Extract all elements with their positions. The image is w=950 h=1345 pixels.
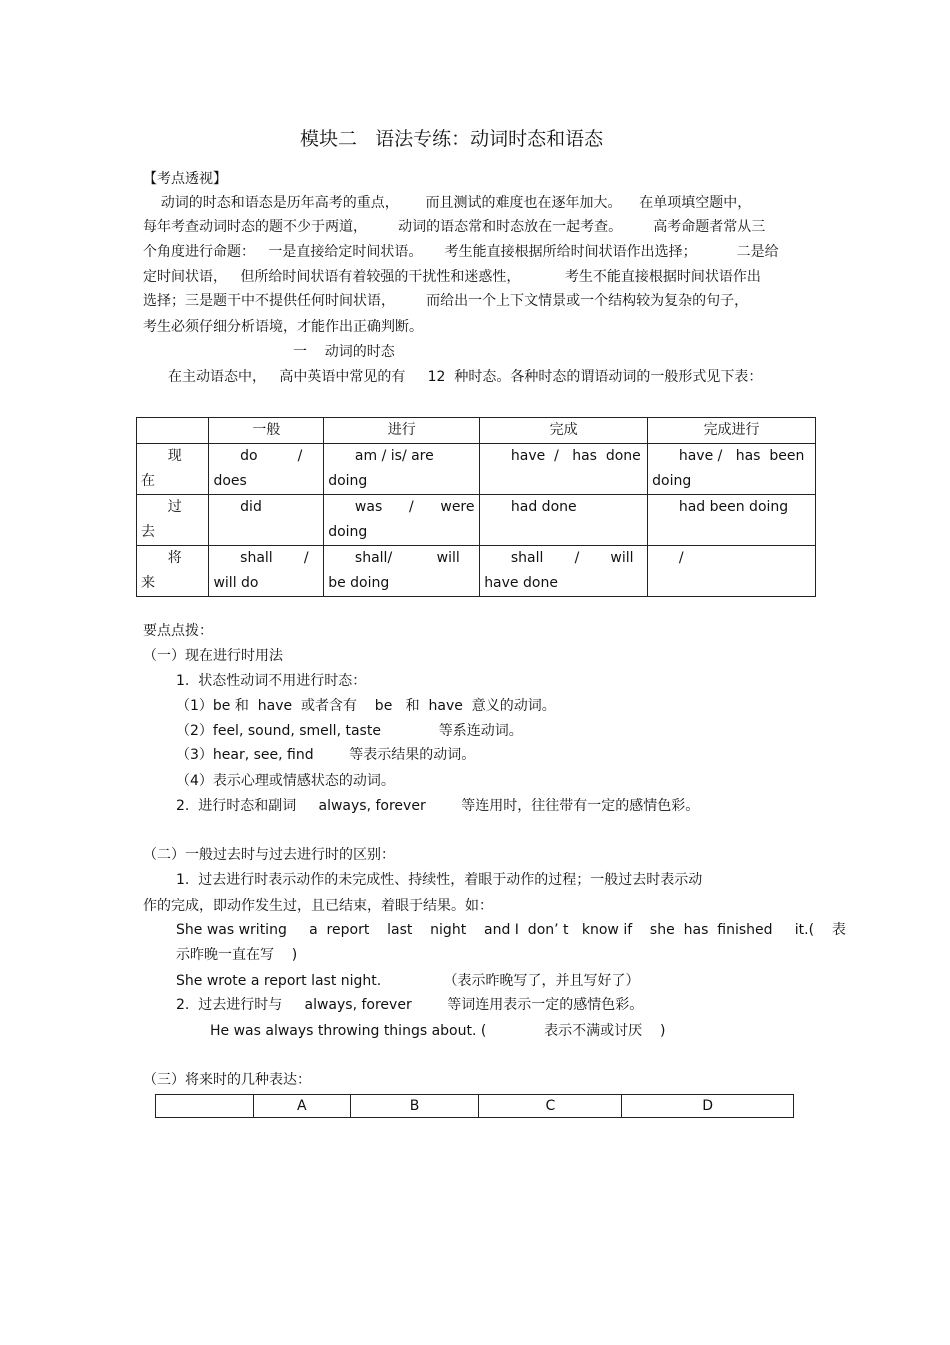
example-line: She wrote a report last night. （表示昨晚写了，并且写好了） <box>176 973 640 989</box>
page-title: 模块二 语法专练：动词时态和语态 <box>300 128 604 150</box>
header-cell: C <box>479 1095 622 1118</box>
example-line: 示昨晚一直在写 ) <box>176 947 298 963</box>
tense-table <box>136 417 816 597</box>
table-row <box>137 546 816 597</box>
header-cell: 进行 <box>324 418 480 444</box>
text-line: 2. 过去进行时与 always, forever 等词连用表示一定的感情色彩。 <box>176 997 644 1013</box>
row-label: 过 去 <box>137 495 209 546</box>
table-cell: shall / will do <box>209 546 324 597</box>
example-line: He was always throwing things about. ( 表示不满或讨厌 ) <box>210 1023 666 1039</box>
table-cell: had done <box>480 495 648 546</box>
table-cell: shall / will have done <box>480 546 648 597</box>
header-cell: D <box>622 1095 794 1118</box>
intro-line: 个角度进行命题： 一是直接给定时间状语。 考生能直接根据所给时间状语作出选择； 二是给 <box>143 244 779 260</box>
points-label: 要点点拨： <box>143 623 213 639</box>
table-header-row <box>137 418 816 444</box>
table-header-row <box>156 1095 794 1118</box>
header-cell <box>137 418 209 444</box>
example-line: She was writing a report last night and I don’ t know if she has finished it.( 表 <box>176 922 846 938</box>
table-cell: am / is/ are doing <box>324 444 480 495</box>
header-cell: B <box>350 1095 479 1118</box>
table-cell: had been doing <box>648 495 816 546</box>
row-label: 将 来 <box>137 546 209 597</box>
subheading: （一）现在进行时用法 <box>143 648 283 664</box>
future-table <box>155 1094 794 1118</box>
text-line: （2）feel, sound, smell, taste 等系连动词。 <box>176 723 523 739</box>
subheading: （二）一般过去时与过去进行时的区别： <box>143 847 395 863</box>
text-line: （3）hear, see, find 等表示结果的动词。 <box>176 747 476 763</box>
intro-line: 定时间状语， 但所给时间状语有着较强的干扰性和迷惑性， 考生不能直接根据时间状语作出 <box>143 269 761 285</box>
table-cell: was / were doing <box>324 495 480 546</box>
subheading: （三）将来时的几种表达： <box>143 1072 311 1088</box>
table-cell: have / has done <box>480 444 648 495</box>
text-line: （4）表示心理或情感状态的动词。 <box>176 773 395 789</box>
header-cell: 完成 <box>480 418 648 444</box>
intro-line: 每年考查动词时态的题不少于两道， 动词的语态常和时态放在一起考查。 高考命题者常从三 <box>143 219 766 235</box>
table-cell: do / does <box>209 444 324 495</box>
table-intro: 在主动语态中， 高中英语中常见的有 12 种时态。各种时态的谓语动词的一般形式见下表： <box>168 369 763 385</box>
intro-line: 选择；三是题干中不提供任何时间状语， 而给出一个上下文情景或一个结构较为复杂的句子， <box>143 293 749 309</box>
intro-line: 考生必须仔细分析语境，才能作出正确判断。 <box>143 319 423 335</box>
table-cell: shall/ will be doing <box>324 546 480 597</box>
section-label: 【考点透视】 <box>143 171 227 187</box>
table-row <box>137 444 816 495</box>
text-line: （1）be 和 have 或者含有 be 和 have 意义的动词。 <box>176 698 556 714</box>
table-cell: have / has been doing <box>648 444 816 495</box>
text-line: 1. 状态性动词不用进行时态： <box>176 673 367 689</box>
table-cell: did <box>209 495 324 546</box>
text-line: 2. 进行时态和副词 always, forever 等连用时，往往带有一定的感情色彩。 <box>176 798 700 814</box>
header-cell <box>156 1095 254 1118</box>
table-cell: / <box>648 546 816 597</box>
header-cell: 一般 <box>209 418 324 444</box>
text-line: 作的完成，即动作发生过，且已结束，着眼于结果。如： <box>143 898 493 914</box>
heading: 一 动词的时态 <box>293 344 395 360</box>
header-cell: 完成进行 <box>648 418 816 444</box>
intro-line: 动词的时态和语态是历年高考的重点， 而且测试的难度也在逐年加大。 在单项填空题中， <box>143 195 752 211</box>
row-label: 现 在 <box>137 444 209 495</box>
table-row <box>137 495 816 546</box>
header-cell: A <box>253 1095 350 1118</box>
text-line: 1. 过去进行时表示动作的未完成性、持续性，着眼于动作的过程；一般过去时表示动 <box>176 872 703 888</box>
